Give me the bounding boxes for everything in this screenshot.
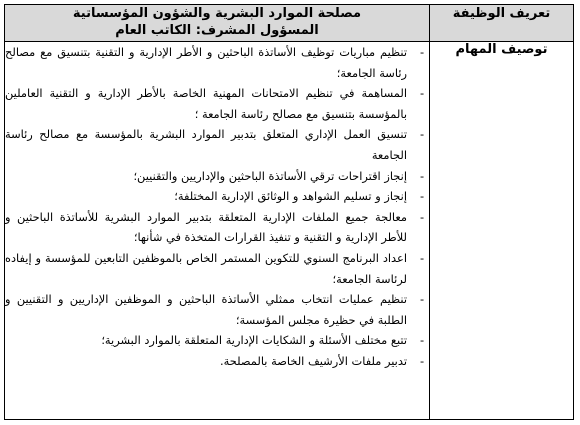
bullet-dash: -	[419, 189, 425, 204]
job-description-table	[4, 4, 574, 420]
tasks-list	[5, 42, 429, 372]
task-text: إنجاز و تسليم الشواهد و الوثائق الإدارية المختلفة؛	[174, 189, 407, 204]
bullet-dash: -	[419, 333, 425, 348]
table-header-row	[5, 5, 574, 42]
task-text: اعداد البرنامج السنوي للتكوين المستمر الخاص بالموظفين التابعين للمؤسسة و إيفاده لرئاسة الجامعة؛	[5, 250, 407, 286]
task-item	[5, 186, 429, 207]
task-text: إنجاز اقتراحات ترقي الأساتذة الباحثين والإداريين والتقنيين؛	[133, 168, 407, 183]
bullet-dash: -	[419, 127, 425, 142]
task-text: تنظيم مباريات توظيف الأساتذة الباحثين و الأطر الإدارية و التقنية بتنسيق مع مصالح رئاسة الجامعة؛	[5, 45, 407, 80]
tasks-cell	[5, 42, 430, 420]
task-item	[5, 124, 429, 165]
bullet-dash: -	[419, 292, 425, 307]
supervisor-line: المسؤول المشرف: الكاتب العام	[115, 23, 319, 38]
task-item	[5, 207, 429, 248]
task-text: تنظيم عمليات انتخاب ممثلي الأساتذة الباحثين و الموظفين الإداريين و التقنيين و الطلبة في حظيرة مجلس المؤسسة؛	[5, 292, 407, 327]
task-text: المساهمة في تنظيم الامتحانات المهنية الخاصة بالأطر الإدارية و التقنية العاملين بالمؤسسة بتنسيق مع مصالح رئاسة الجامعة ؛	[5, 86, 407, 121]
task-text: تدبير ملفات الأرشيف الخاصة بالمصلحة.	[220, 353, 407, 368]
bullet-dash: -	[419, 45, 425, 59]
bullet-dash: -	[419, 353, 425, 368]
bullet-dash: -	[419, 168, 425, 183]
task-item	[5, 42, 429, 83]
task-item	[5, 166, 429, 187]
task-item	[5, 330, 429, 351]
job-definition-header: تعريف الوظيفة	[430, 5, 574, 42]
tasks-row	[5, 42, 574, 420]
task-item	[5, 248, 429, 289]
bullet-dash: -	[419, 250, 425, 265]
bullet-dash: -	[419, 86, 425, 101]
task-text: معالجة جميع الملفات الإدارية المتعلقة بتدبير الموارد البشرية للأساتذة الباحثين و للأطر الإدارية و التقنية و تنفيذ القرارات المتخذة في شأنها؛	[5, 209, 407, 245]
bullet-dash: -	[419, 209, 425, 224]
department-title: مصلحة الموارد البشرية والشؤون المؤسساتية	[72, 6, 362, 21]
task-item	[5, 351, 429, 372]
task-item	[5, 289, 429, 330]
task-text: تنسيق العمل الإداري المتعلق بتدبير الموارد البشرية بالمؤسسة مع مصالح رئاسة الجامعة	[5, 127, 407, 162]
task-text: تتبع مختلف الأسئلة و الشكايات الإدارية المتعلقة بالموارد البشرية؛	[101, 333, 407, 348]
department-header	[5, 5, 430, 42]
task-item	[5, 83, 429, 124]
tasks-label: توصيف المهام	[430, 42, 574, 420]
